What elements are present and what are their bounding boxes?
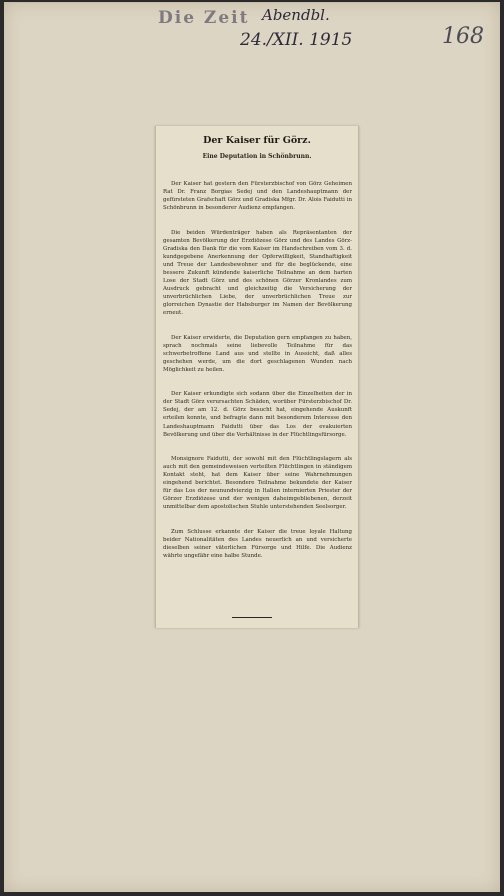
- article-paragraph: Der Kaiser erwiderte, die Deputation gern empfangen zu haben, sprach nochmals seine liebevolle Teilnahme für das schwerbetroffene Land aus und stellte in Aussicht, daß alles geschehen werde, um die dort geschlagenen Wunden nach Möglichkeit zu heilen.: [163, 334, 354, 373]
- handwritten-edition-note: Abendbl.: [262, 6, 330, 24]
- article-paragraph: Die beiden Würdenträger haben als Repräsentanten der gesamten Bevölkerung der Erzdiözese Görz und des Landes Görz-Gradiska den Dank für die vom Kaiser im Handschreiben vom 3. d. kundgegebene Anerkennung der Opferwilligkeit, Standhaftigkeit und Treue der Landesbewohner und für die beglückende, eine bessere Zukunft kündende kaiserliche Teilnahme an dem harten Lose der Stadt Görz und des schönen Görzer Kronlandes zum Ausdruck gebracht und gleichzeitig die Versicherung der unverbrüchlichen Liebe, der unverbrüchlichen Treue zur glorreichen Dynastie der Habsburger im Namen der Bevölkerung erneut.: [163, 229, 354, 317]
- article-headline: Der Kaiser für Görz.: [203, 135, 311, 146]
- newspaper-masthead: Die Zeit: [158, 8, 250, 28]
- article-paragraph: Der Kaiser erkundigte sich sodann über die Einzelheiten der in der Stadt Görz verursachten Schäden, worüber Fürsterzbischof Dr. Sedej, der am 12. d. Görz besucht hat, eingehende Auskunft erteilen konnte, und befragte dann mit besonderem Interesse den Landeshauptmann Faidutti über das Los der evakuierten Bevölkerung und über die Verhältnisse in der Flüchtlingsfürsorge.: [163, 391, 354, 438]
- newspaper-clipping: [155, 126, 359, 628]
- archive-sheet: [4, 2, 500, 892]
- article-body: [163, 164, 352, 576]
- article-paragraph: Der Kaiser hat gestern den Fürsterzbischof von Görz Geheimen Rat Dr. Franz Borgias Sedej und den Landeshauptmann der gefürsteten Grafschaft Görz und Gradiska Mfgr. Dr. Alois Faidutti in Schönbrunn in besonderer Audienz empfangen.: [163, 181, 354, 212]
- sheet-top-edge: [4, 2, 500, 3]
- article-paragraph: Zum Schlusse erkannte der Kaiser die treue loyale Haltung beider Nationalitäten des Landes neuerlich an und versicherte dieselben seiner väterlichen Fürsorge und Hilfe. Die Audienz währte ungefähr eine halbe Stunde.: [163, 528, 354, 559]
- article-paragraph: Monsignore Faidutti, der sowohl mit den Flüchtlingslagern als auch mit den gemeindeweisen verteilten Flüchtlingen in ständigem Kontakt steht, hat dem Kaiser über seine Wahrnehmungen eingehend berichtet. Besondere Teilnahme bekundete der Kaiser für das Los der neunundvierzig in Italien internierten Priester der Görzer Erzdiözese und der wenigen daheimgebliebenen, derzeit unmittelbar dem apostolischen Stuhle unterstehenden Seelsorger.: [163, 455, 354, 511]
- article-subheadline: Eine Deputation in Schönbrunn.: [202, 153, 312, 160]
- handwritten-archive-number: 168: [442, 24, 484, 49]
- article-end-rule: [232, 617, 272, 618]
- handwritten-date: 24./XII. 1915: [240, 30, 353, 50]
